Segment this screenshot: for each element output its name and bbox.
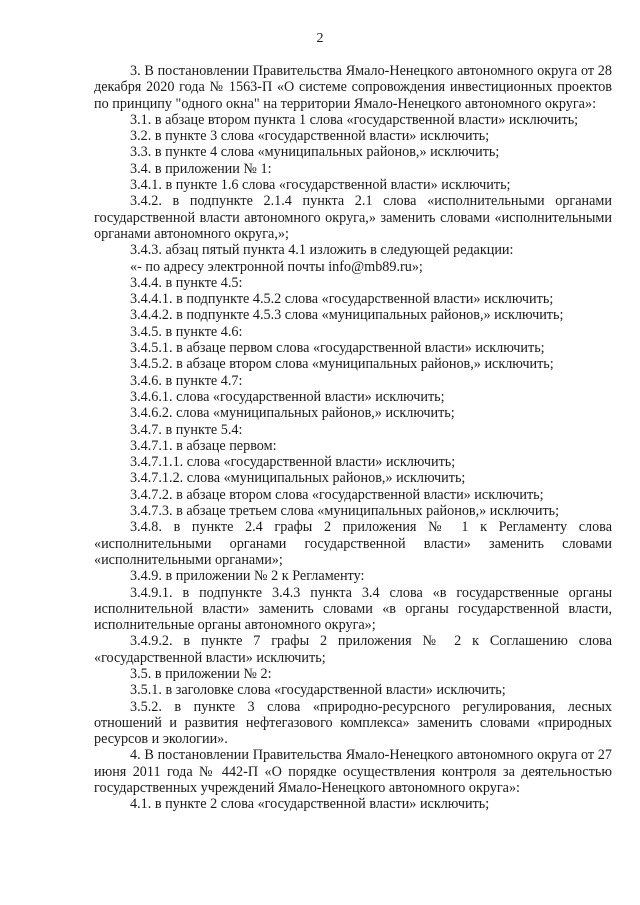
paragraph: 3.4.5. в пункте 4.6: (130, 323, 243, 340)
paragraph: 3.4.6.1. слова «государственной власти» исключить; (130, 388, 445, 405)
paragraph: 3.1. в абзаце втором пункта 1 слова «государственной власти» исключить; (130, 111, 579, 128)
paragraph: 3.4.2. в подпункте 2.1.4 пункта 2.1 слова «исполнительными органами государственной власти автономного округа,» заменить словами «исполнительными органами автономного округа,»; (94, 193, 612, 242)
page-number: 2 (316, 31, 324, 46)
paragraph: 3.4.3. абзац пятый пункта 4.1 изложить в следующей редакции: (130, 242, 514, 259)
paragraph: 3.4.9.2. в пункте 7 графы 2 приложения № 2 к Соглашению слова «государственной власти» исключить; (94, 633, 612, 666)
paragraph: 3.4.7.1.1. слова «государственной власти» исключить; (130, 454, 456, 471)
paragraph: 3.4.7.2. в абзаце втором слова «государственной власти» исключить; (130, 486, 544, 503)
paragraph: 3.4.8. в пункте 2.4 графы 2 приложения № 1 к Регламенту слова «исполнительными органами государственной власти» заменить словами «исполнительными органами»; (94, 519, 612, 568)
paragraph: 3.4.6. в пункте 4.7: (130, 372, 243, 389)
paragraph: 3.4.7.3. в абзаце третьем слова «муниципальных районов,» исключить; (130, 503, 560, 520)
paragraph: 3.4.6.2. слова «муниципальных районов,» исключить; (130, 405, 455, 422)
paragraph: 3. В постановлении Правительства Ямало-Ненецкого автономного округа от 28 декабря 2020 года № 1563-П «О системе сопровождения инвестиционных проектов по принципу "одного окна" на территории Ямало-Ненецкого автономного округа»: (94, 63, 612, 112)
paragraph: «- по адресу электронной почты info@mb89.ru»; (130, 258, 423, 275)
paragraph: 3.4.9.1. в подпункте 3.4.3 пункта 3.4 слова «в государственные органы исполнительной власти» заменить словами «в органы государственной власти, исполнительные органы автономного округа»; (94, 584, 612, 634)
paragraph: 3.5.1. в заголовке слова «государственной власти» исключить; (130, 682, 506, 699)
paragraph: 3.2. в пункте 3 слова «государственной власти» исключить; (130, 128, 490, 145)
paragraph: 4.1. в пункте 2 слова «государственной власти» исключить; (130, 796, 490, 813)
paragraph: 3.4.7.1.2. слова «муниципальных районов,» исключить; (130, 470, 466, 487)
paragraph: 3.4.1. в пункте 1.6 слова «государственной власти» исключить; (130, 177, 511, 194)
paragraph: 3.4.4.2. в подпункте 4.5.3 слова «муниципальных районов,» исключить; (130, 307, 564, 324)
paragraph: 4. В постановлении Правительства Ямало-Ненецкого автономного округа от 27 июня 2011 года № 442-П «О порядке осуществления контроля за деятельностью государственных учреждений Ямало-Ненецкого автономного округа»: (94, 747, 612, 797)
paragraph: 3.4.5.2. в абзаце втором слова «муниципальных районов,» исключить; (130, 356, 554, 373)
paragraph: 3.3. в пункте 4 слова «муниципальных районов,» исключить; (130, 144, 500, 161)
paragraph: 3.4.5.1. в абзаце первом слова «государственной власти» исключить; (130, 340, 545, 357)
paragraph: 3.4.4. в пункте 4.5: (130, 274, 243, 291)
paragraph: 3.4.7. в пункте 5.4: (130, 421, 243, 438)
paragraph: 3.4.7.1. в абзаце первом: (130, 437, 277, 454)
paragraph: 3.5. в приложении № 2: (130, 665, 272, 682)
document-body (94, 63, 612, 813)
paragraph: 3.5.2. в пункте 3 слова «природно-ресурсного регулирования, лесных отношений и развития нефтегазового комплекса» заменить словами «природных ресурсов и экологии». (94, 698, 612, 748)
paragraph: 3.4. в приложении № 1: (130, 160, 272, 177)
paragraph: 3.4.9. в приложении № 2 к Регламенту: (130, 568, 365, 585)
paragraph: 3.4.4.1. в подпункте 4.5.2 слова «государственной власти» исключить; (130, 291, 554, 308)
